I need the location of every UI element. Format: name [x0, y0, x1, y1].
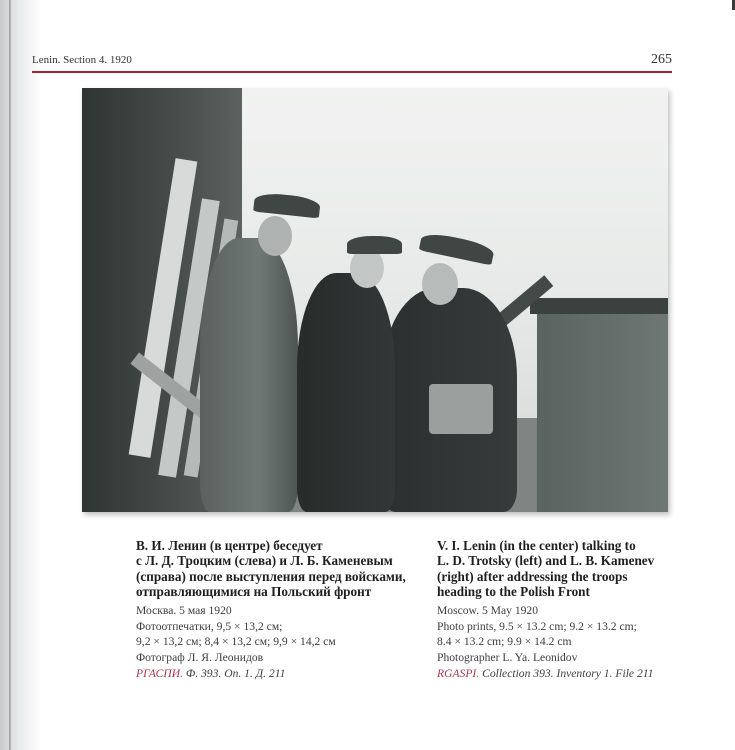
archive-name-en: RGASPI. [437, 667, 480, 681]
archive-ref-ru: Ф. 393. Оп. 1. Д. 211 [182, 667, 286, 681]
caption-en-title [437, 538, 697, 600]
photo-head-trotsky [258, 216, 292, 256]
caption-ru-place-date: Москва. 5 мая 1920 [136, 603, 232, 617]
header-rule [32, 71, 672, 73]
historical-photograph [82, 88, 668, 512]
archive-ref-en: Collection 393. Inventory 1. File 211 [479, 667, 654, 681]
photo-platform [537, 303, 668, 512]
caption-ru-title-line: (справа) после выступления перед войсками, [136, 568, 406, 584]
caption-en-title-line: heading to the Polish Front [437, 584, 590, 600]
caption-russian [136, 538, 436, 682]
photo-head-lenin [350, 248, 384, 288]
archive-name-ru: РГАСПИ. [136, 667, 183, 681]
photo-satchel [429, 384, 493, 434]
caption-ru-photographer: Фотограф Л. Я. Леонидов [136, 651, 264, 665]
caption-ru-prints-1: Фотоотпечатки, 9,5 × 13,2 см; [136, 619, 283, 633]
caption-ru-title [136, 538, 436, 600]
book-spine-line [9, 0, 11, 750]
book-gutter-shadow [0, 0, 42, 750]
running-head-title: Lenin. Section 4. 1920 [32, 54, 132, 66]
caption-ru-title-line: отправляющимися на Польский фронт [136, 584, 372, 600]
page-number: 265 [651, 52, 672, 67]
caption-en-title-line: L. D. Trotsky (left) and L. B. Kamenev [437, 553, 655, 569]
photo-figure-lenin [297, 273, 395, 512]
caption-ru-prints-2: 9,2 × 13,2 см; 8,4 × 13,2 см; 9,9 × 14,2 см [136, 635, 336, 649]
caption-english [437, 538, 697, 682]
caption-en-prints-1: Photo prints, 9.5 × 13.2 cm; 9.2 × 13.2 cm; [437, 619, 637, 633]
photo-figure-trotsky [200, 238, 298, 512]
caption-ru-archive [136, 666, 436, 681]
caption-en-title-line: V. I. Lenin (in the center) talking to [437, 538, 636, 553]
caption-en-place-date: Moscow. 5 May 1920 [437, 603, 539, 617]
photo-cap [347, 236, 402, 254]
caption-en-archive [437, 666, 697, 681]
running-head [32, 52, 672, 70]
caption-ru-title-line: В. И. Ленин (в центре) беседует [136, 538, 323, 553]
caption-en-title-line: (right) after addressing the troops [437, 568, 628, 584]
caption-ru-title-line: с Л. Д. Троцким (слева) и Л. Б. Каменевым [136, 553, 393, 569]
caption-en-photographer: Photographer L. Ya. Leonidov [437, 651, 578, 665]
photo-platform-top [530, 298, 668, 314]
caption-en-prints-2: 8.4 × 13.2 cm; 9.9 × 14.2 cm [437, 635, 572, 649]
photo-head-kamenev [422, 263, 458, 305]
